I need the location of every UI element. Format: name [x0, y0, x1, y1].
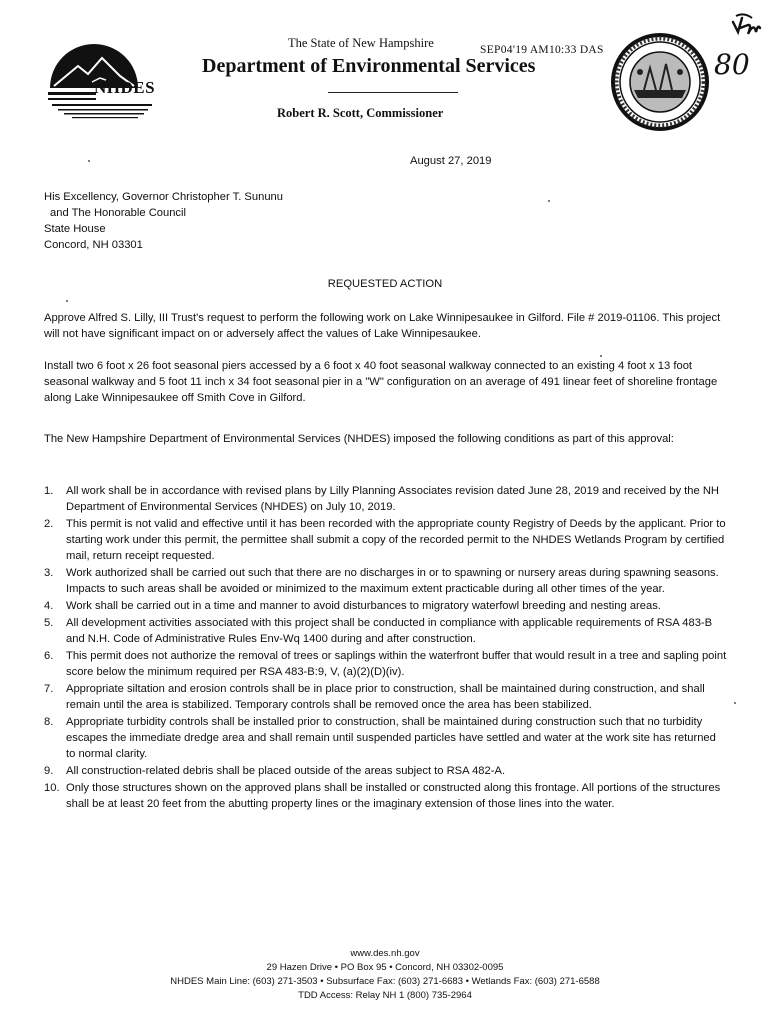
condition-number: 3. [44, 567, 54, 579]
footer-tdd: TDD Access: Relay NH 1 (800) 735-2964 [298, 990, 472, 1001]
handwritten-number: 80 [714, 48, 750, 81]
condition-item [44, 780, 728, 812]
condition-item [44, 648, 728, 680]
logo-wordmark: NHDES [94, 78, 156, 97]
condition-number: 2. [44, 518, 54, 530]
condition-text: All development activities associated with this project shall be conducted in compliance with applicable requirements of RSA 483-B and N.H. Code of Administrative Rules Env-Wq 1400 during and after construction. [66, 617, 713, 645]
footer-website: www.des.nh.gov [350, 948, 420, 959]
condition-text: All construction-related debris shall be placed outside of the areas subject to RSA 482-A. [66, 765, 506, 777]
addressee-line: Concord, NH 03301 [44, 239, 143, 251]
condition-number: 6. [44, 650, 54, 662]
condition-item [44, 763, 728, 779]
condition-number: 10. [44, 782, 60, 794]
work-description-paragraph: Install two 6 foot x 26 foot seasonal piers accessed by a 6 foot x 40 foot seasonal walkway connected to an existing 4 foot x 13 foot seasonal walkway and 5 foot 11 inch x 34 foot seasonal pier in a "W" configuration on an average of 491 linear feet of shoreline frontage along Lake Winnipesaukee off Smith Cove in Gilford. [44, 360, 718, 404]
condition-number: 9. [44, 765, 54, 777]
condition-item [44, 516, 728, 564]
action-paragraph: Approve Alfred S. Lilly, III Trust's request to perform the following work on Lake Winnipesaukee in Gilford. File # 2019-01106. This project will not have significant impact on or adversely affect the values of Lake Winnipesaukee. [44, 312, 721, 340]
handwritten-initials-icon [730, 12, 762, 44]
state-line: The State of New Hampshire [288, 36, 434, 50]
footer-address: 29 Hazen Drive • PO Box 95 • Concord, NH 03302-0095 [266, 962, 504, 973]
scan-speck [66, 300, 68, 302]
condition-text: Appropriate siltation and erosion controls shall be in place prior to construction, shall be maintained during construction, and shall remain until the area is stabilized. Temporary controls shall be removed once the area has been stabilized. [66, 683, 705, 711]
requested-action-heading: REQUESTED ACTION [327, 278, 443, 290]
title-rule [328, 92, 458, 93]
received-stamp: SEP04'19 AM10:33 DAS [480, 44, 604, 56]
commissioner-line: Robert R. Scott, Commissioner [277, 106, 444, 120]
scan-speck [548, 200, 550, 202]
condition-text: Work authorized shall be carried out such that there are no discharges in or to spawning or nursery areas during spawning seasons. Impacts to such areas shall be avoided or minimized to the maximum extent practicable during all other times of the year. [66, 567, 719, 595]
scan-speck [600, 355, 602, 357]
condition-item [44, 565, 728, 597]
condition-item [44, 483, 728, 515]
addressee-block [44, 189, 364, 253]
footer-phones: NHDES Main Line: (603) 271-3503 • Subsurface Fax: (603) 271-6683 • Wetlands Fax: (603) 271-6588 [170, 976, 600, 987]
addressee-line: His Excellency, Governor Christopher T. Sununu [44, 191, 283, 203]
condition-text: This permit is not valid and effective until it has been recorded with the appropriate county Registry of Deeds by the applicant. Prior to starting work under this permit, the permittee shall submit a copy of the recorded permit to the NHDES Wetlands Program by certified mail, return receipt requested. [66, 518, 726, 562]
condition-item [44, 714, 728, 762]
scan-speck [88, 160, 90, 162]
addressee-line: State House [44, 223, 106, 235]
condition-text: Only those structures shown on the approved plans shall be installed or constructed along this frontage. All portions of the structures shall be at least 20 feet from the abutting property lines or the imaginary extension of those lines into the water. [66, 782, 721, 810]
condition-item [44, 681, 728, 713]
letter-date: August 27, 2019 [410, 155, 492, 167]
conditions-list [44, 483, 728, 813]
condition-number: 5. [44, 617, 54, 629]
condition-number: 8. [44, 716, 54, 728]
addressee-line: and The Honorable Council [50, 207, 186, 219]
scan-speck [734, 702, 736, 704]
condition-number: 7. [44, 683, 54, 695]
condition-number: 1. [44, 485, 54, 497]
condition-item [44, 615, 728, 647]
condition-text: Work shall be carried out in a time and manner to avoid disturbances to migratory waterfowl breeding and nesting areas. [66, 600, 661, 612]
condition-text: This permit does not authorize the removal of trees or saplings within the waterfront buffer that would result in a tree and sapling point score below the minimum required per RSA 483-B:9, V, (a)(2)(D)(iv). [66, 650, 727, 678]
department-title: Department of Environmental Services [202, 55, 536, 77]
state-seal-icon [610, 32, 710, 132]
condition-number: 4. [44, 600, 54, 612]
condition-text: Appropriate turbidity controls shall be installed prior to construction, shall be maintained during construction such that no turbidity escapes the immediate dredge area and shall remain until suspended particles have settled and water at the work site has returned to normal clarity. [66, 716, 716, 760]
conditions-intro-paragraph: The New Hampshire Department of Environmental Services (NHDES) imposed the following conditions as part of this approval: [44, 433, 674, 445]
condition-text: All work shall be in accordance with revised plans by Lilly Planning Associates revision dated June 28, 2019 and received by the NH Department of Environmental Services (NHDES) on July 10, 2019. [66, 485, 719, 513]
letterhead-footer [0, 947, 770, 1003]
condition-item [44, 598, 728, 614]
